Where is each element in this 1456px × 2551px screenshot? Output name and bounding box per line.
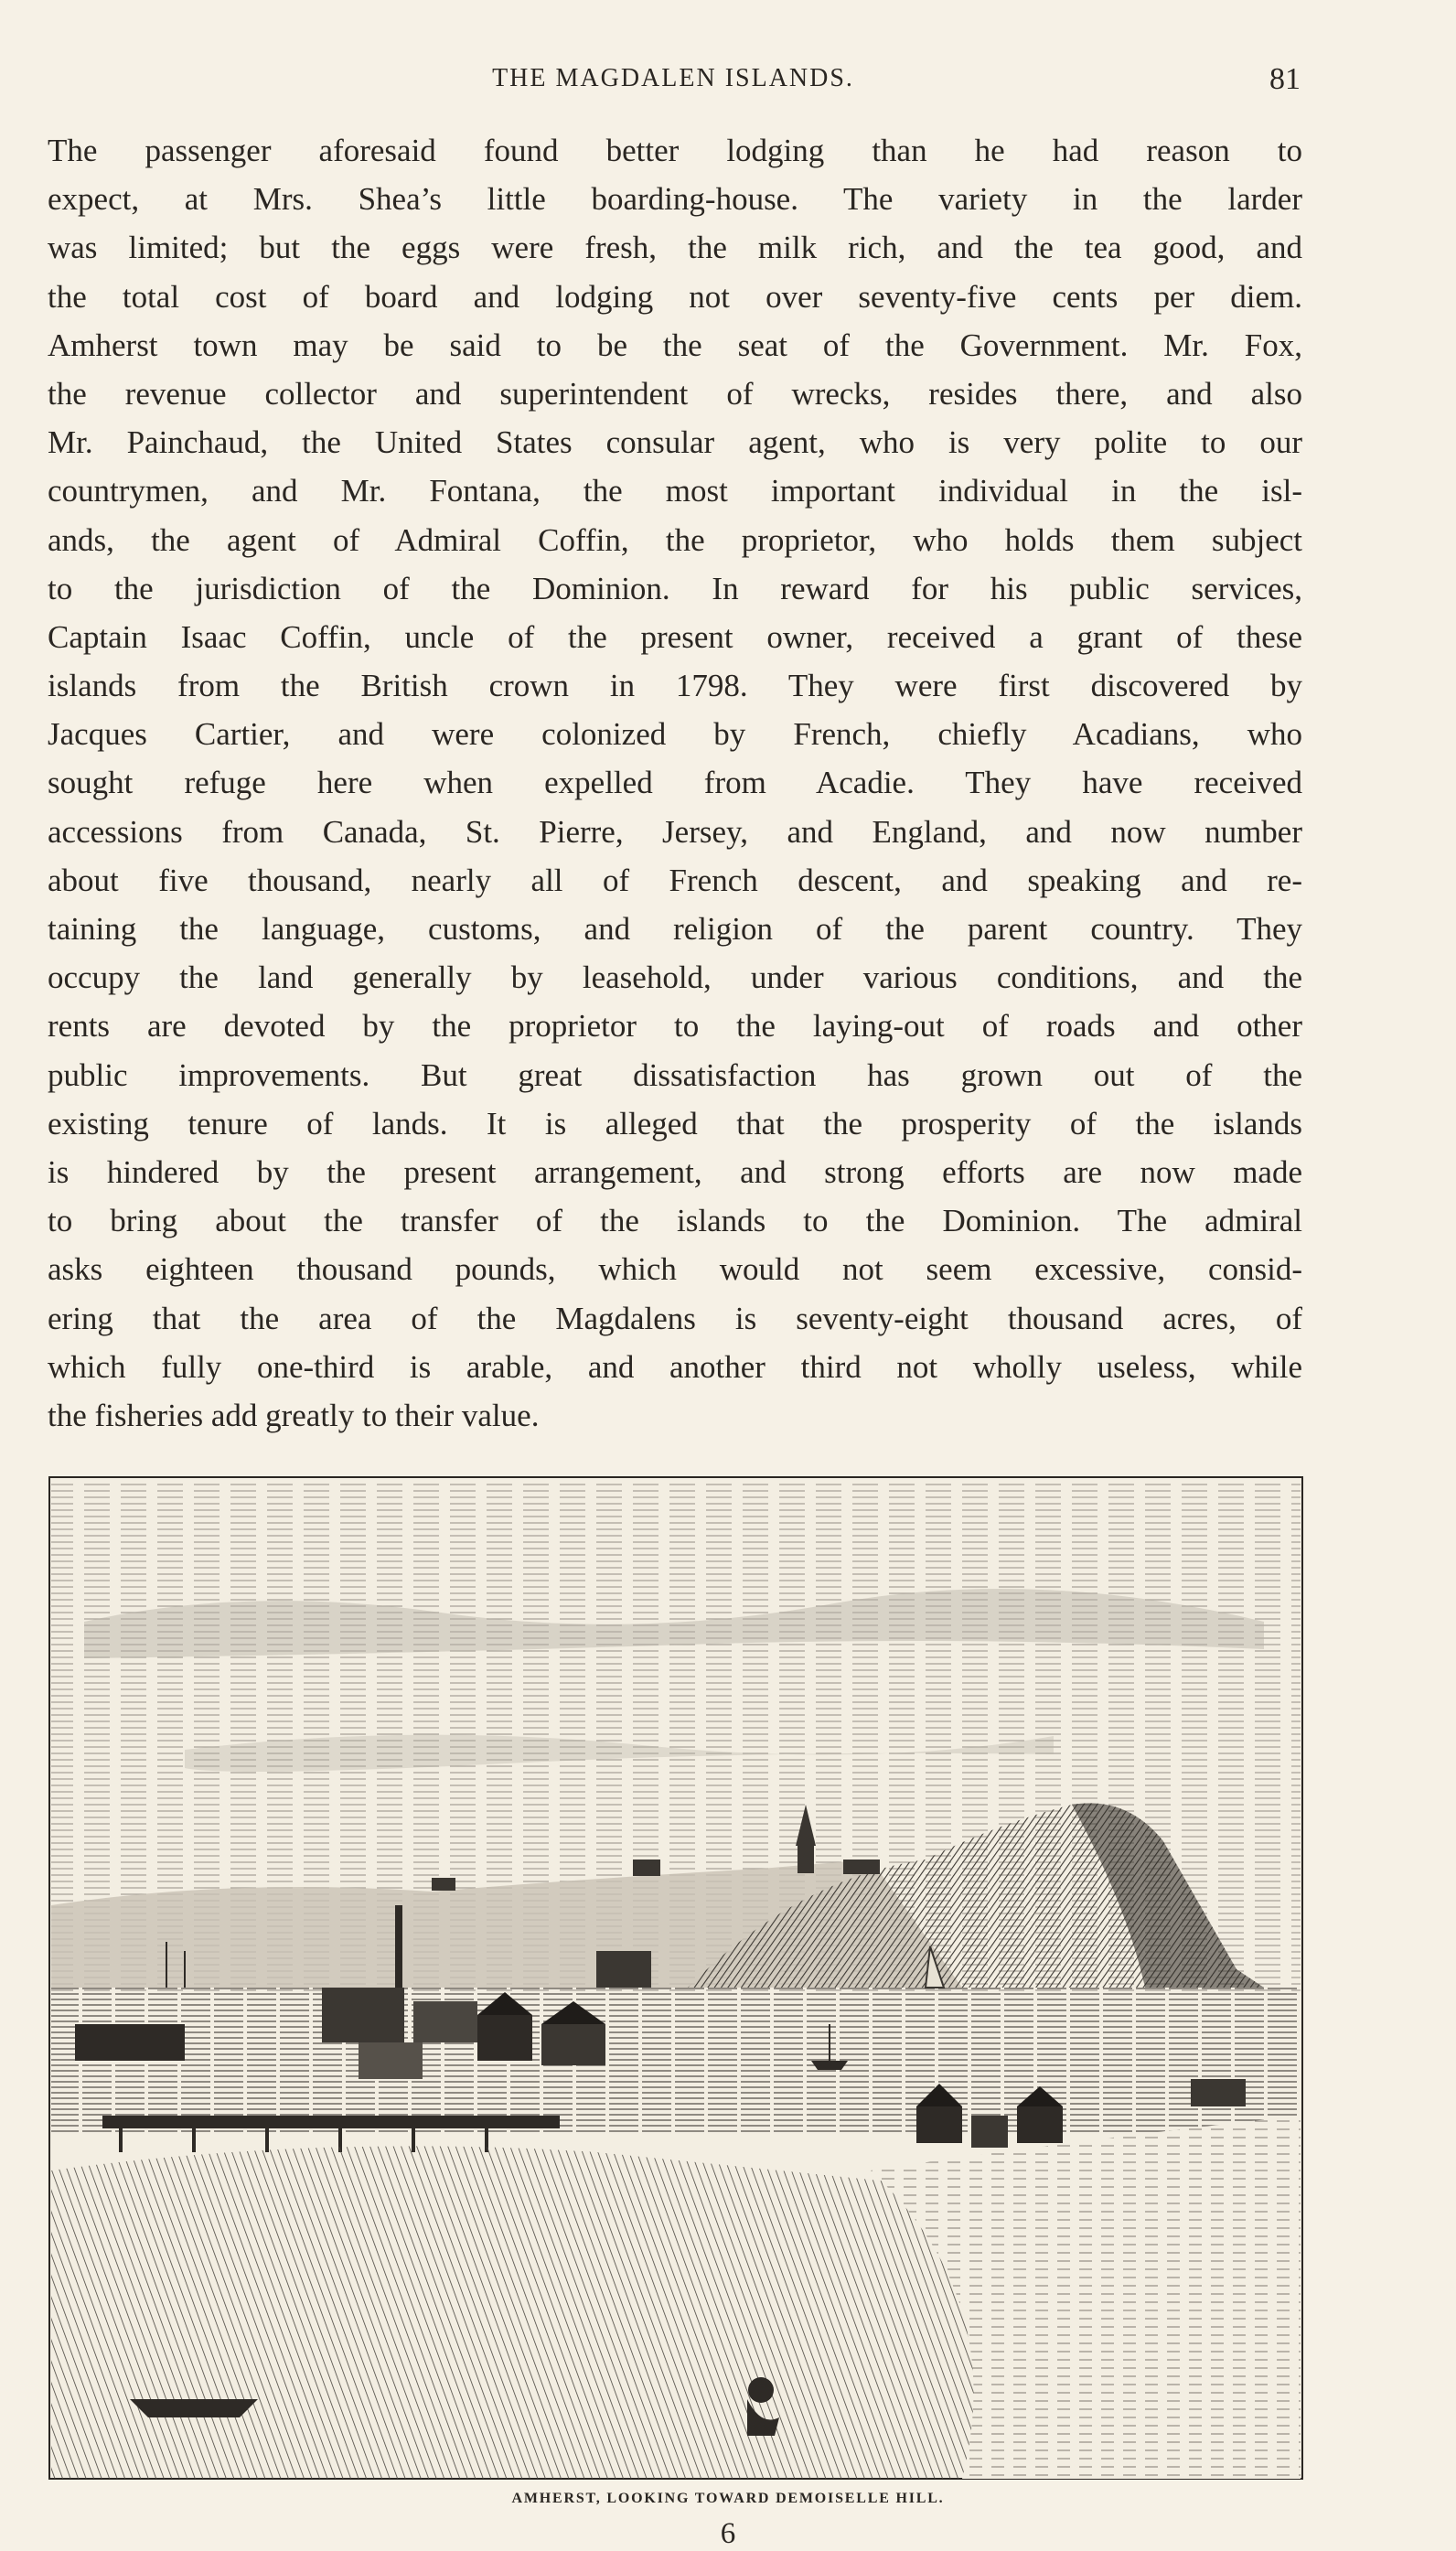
body-paragraph: [48, 126, 1302, 1440]
text-line: Captain Isaac Coffin, uncle of the present owner, received a grant of these: [48, 618, 1302, 655]
text-line: asks eighteen thousand pounds, which would not seem excessive, consid-: [48, 1251, 1302, 1288]
text-line: expect, at Mrs. Shea’s little boarding-house. The variety in the larder: [48, 181, 1302, 218]
text-line: about five thousand, nearly all of French descent, and speaking and re-: [48, 862, 1302, 898]
text-line: to the jurisdiction of the Dominion. In reward for his public services,: [48, 570, 1302, 606]
text-line: the revenue collector and superintendent of wrecks, resides there, and also: [48, 375, 1302, 412]
text-line: islands from the British crown in 1798. They were first discovered by: [48, 668, 1302, 704]
engraving-svg: [48, 1475, 1304, 2481]
text-line: was limited; but the eggs were fresh, the milk rich, and the tea good, and: [48, 230, 1302, 266]
page-header: [46, 64, 1301, 101]
figure: [748, 2377, 774, 2403]
running-title: THE MAGDALEN ISLANDS.: [492, 64, 854, 92]
text-line: accessions from Canada, St. Pierre, Jersey, and England, and now number: [48, 813, 1302, 850]
text-line: which fully one-third is arable, and another third not wholly useless, while: [48, 1348, 1302, 1385]
text-line: taining the language, customs, and religion of the parent country. They: [48, 911, 1302, 947]
text-line: existing tenure of lands. It is alleged that the prosperity of the islands: [48, 1105, 1302, 1142]
engraving-illustration: [48, 1475, 1304, 2481]
wharf: [102, 2116, 560, 2128]
text-line: to bring about the transfer of the islands to the Dominion. The admiral: [48, 1203, 1302, 1239]
harbour-water: [51, 1988, 1301, 2134]
rowboat: [130, 2399, 258, 2417]
text-line: Amherst town may be said to be the seat of the Government. Mr. Fox,: [48, 327, 1302, 363]
text-line: the total cost of board and lodging not over seventy-five cents per diem.: [48, 278, 1302, 315]
text-line: sought refuge here when expelled from Acadie. They have received: [48, 765, 1302, 801]
text-line: the fisheries add greatly to their value.: [48, 1397, 540, 1433]
text-line: rents are devoted by the proprietor to the laying-out of roads and other: [48, 1008, 1302, 1045]
signature-mark: 6: [720, 2517, 736, 2550]
text-line: ering that the area of the Magdalens is seventy-eight thousand acres, of: [48, 1300, 1302, 1336]
page-number: 81: [1269, 62, 1301, 96]
illustration-caption: AMHERST, LOOKING TOWARD DEMOISELLE HILL.: [511, 2491, 945, 2506]
text-line: Jacques Cartier, and were colonized by French, chiefly Acadians, who: [48, 716, 1302, 753]
text-line: The passenger aforesaid found better lodging than he had reason to: [48, 133, 1302, 168]
text-line: is hindered by the present arrangement, and strong efforts are now made: [48, 1153, 1302, 1190]
text-line: occupy the land generally by leasehold, under various conditions, and the: [48, 959, 1302, 996]
text-line: countrymen, and Mr. Fontana, the most important individual in the isl-: [48, 473, 1302, 509]
text-line: ands, the agent of Admiral Coffin, the proprietor, who holds them subject: [48, 521, 1302, 558]
text-line: Mr. Painchaud, the United States consular agent, who is very polite to our: [48, 424, 1302, 461]
text-line: public improvements. But great dissatisfaction has grown out of the: [48, 1056, 1302, 1093]
